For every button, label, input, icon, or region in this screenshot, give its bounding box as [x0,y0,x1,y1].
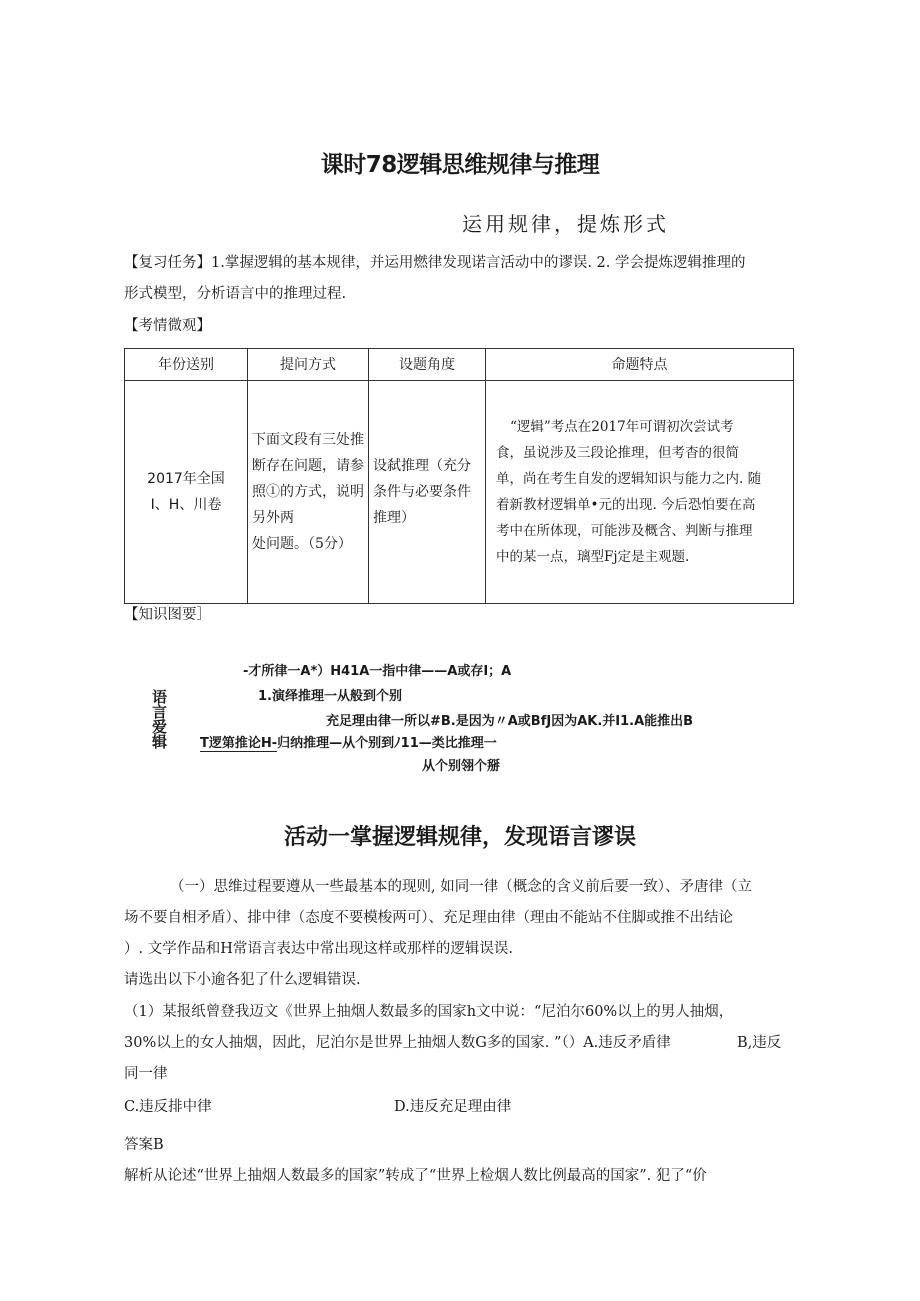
cell-year: 2017年全国 I、H、川卷 [125,381,248,604]
review-task-line2: 形式模型，分析语言中的推理过程. [124,286,347,302]
q1-line1: （1）某报纸曾登我迈文《世界上抽烟人数最多的国家h文中说：“尼泊尔60%以上的男人抽烟， [124,1004,734,1020]
q1-line3: 同一律 [124,1066,168,1082]
para1-line1: （一）思维过程要遵从一些最基本的现则, 如同一律（概念的含义前后要一致）、矛唐律（立 [170,879,752,895]
mindmap-line5: 从个别翎个掰 [422,759,501,774]
mindmap-line2: 1.演绎推理一从般到个别 [258,689,402,704]
answer: 答案B [124,1137,164,1153]
mindmap-line4 [200,732,497,751]
header-year: 年份送别 [125,349,248,381]
cell-angle: 设弑推理（充分 条件与必要条件 推理） [369,381,486,604]
activity-heading: 活动一掌握逻辑规律，发现语言谬误 [283,825,636,850]
exam-table [124,348,794,604]
para1-line3: ）. 文学作品和H常语言表达中常出现这样或那样的逻辑误误. [124,941,513,957]
mindmap-side-label: 语言爱辑 [152,688,168,751]
header-feature: 命题特点 [486,349,794,381]
page-subtitle: 运用规律，提炼形式 [462,212,669,236]
cell-feature: “逻辑”考点在2017年可谓初次尝试考 食，虽说涉及三段论推理，但考杳的很简 单，尚在考生自发的逻辑知识与能力之内. 随 着新教材逻辑单•元的出现. 今后恐怕要在高 考中在所体现，可能涉及概含、判断与推理 中的某一点，璃型Fj定是主观题. [486,381,794,604]
exam-heading: 【考情微观】 [124,318,211,334]
para1-line2: 场不要自相矛盾）、排中律（态度不要模梭两可）、充足理由律（理由不能站不住脚或推不出结论 [124,910,733,926]
cell-question: 下面文段有三处推 断存在问题，请参 照①的方式，说明 另外两 处问题。（5分） [248,381,369,604]
q1-option-b: B,违反 [737,1035,782,1051]
instruction: 请选出以下小逾各犯了什么逻辑错误. [124,972,361,988]
mindmap-line4-prefix: T逻第推论H- [200,736,278,751]
mindmap-line1: -才所律一A*）H41A一指中律——A或存I；A [243,664,512,679]
header-question: 提问方式 [248,349,369,381]
knowledge-heading: 【知识图要］ [124,607,211,623]
q1-option-c: C.违反排中律 [124,1099,212,1115]
q1-option-d: D.违反充足理由律 [394,1099,512,1115]
page-title: 课时78逻辑思维规律与推理 [320,152,600,178]
mindmap-line4-rest: 归纳推理—从个别到ﾉ11—类比推理一 [277,736,497,751]
table-header-row [125,349,794,381]
review-task-line1: 【复习任务】1.掌握逻辑的基本规律，并运用燃律发现诺言活动中的谬误. 2. 学会提炼逻辑推理的 [124,255,746,271]
header-angle: 设题角度 [369,349,486,381]
table-row [125,381,794,604]
analysis: 解析从论述“世界上抽烟人数最多的国家”转成了“世界上检烟人数比例最高的国家”. 犯了“价 [124,1168,707,1184]
mindmap-line3: 充足理由律一所以#B.是因为〃A或BfJ因为AK.并I1.A能推出B [326,714,694,729]
q1-line2: 30%以上的女人抽烟，因此，尼泊尔是世界上抽烟人数G多的国家. ”（）A.违反矛盾律 [124,1035,671,1051]
